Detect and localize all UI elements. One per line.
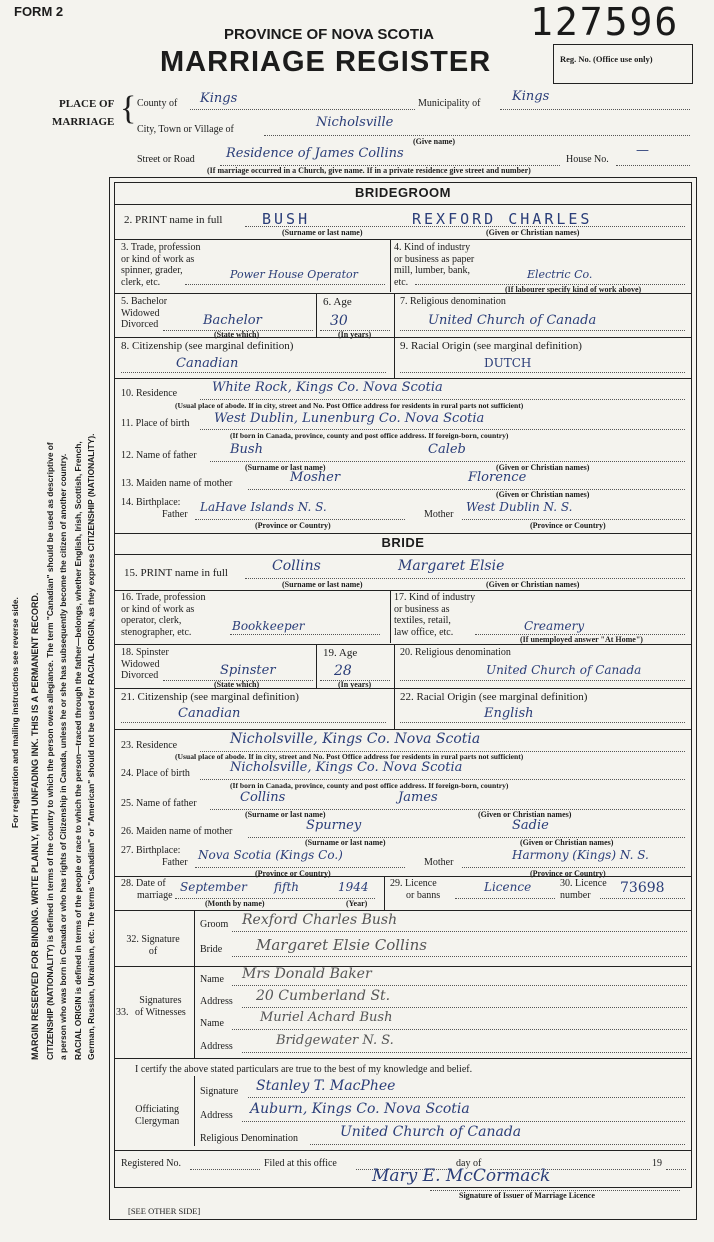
bride-mother-given: Sadie	[512, 818, 549, 833]
reg-no-box	[553, 44, 693, 84]
bride-years-note: (In years)	[338, 680, 372, 689]
registered-no-label: Registered No.	[121, 1158, 181, 1169]
bridegroom-heading: BRIDEGROOM	[355, 185, 451, 200]
groom-industry-value: Electric Co.	[527, 268, 593, 281]
house-value: —	[636, 143, 649, 158]
clergy-signature-label: Signature	[200, 1086, 239, 1097]
groom-age-value: 30	[330, 313, 348, 329]
bride-age-label: 19. Age	[323, 647, 358, 659]
city-label: City, Town or Village of	[137, 124, 234, 135]
groom-mother-surname: Mosher	[290, 470, 341, 485]
witness1-name-label: Name	[200, 974, 224, 985]
page-title: MARRIAGE REGISTER	[160, 46, 492, 78]
groom-birthplace-note: (If born in Canada, province, county and post office address. If foreign-born, country)	[230, 431, 509, 440]
margin-definition-line4: a person who was born in Canada or who has rights of Citizenship in Canada, unless he or she has subsequently become the citizen of another country.	[58, 453, 68, 1060]
groom-surname-note: (Surname or last name)	[282, 228, 363, 237]
groom-racial-label: 9. Racial Origin (see marginal definition)	[400, 340, 582, 352]
marriage-year: 1944	[338, 880, 369, 894]
bride-father-province-note: (Province or Country)	[255, 869, 331, 878]
marriage-date-label: 28. Date of marriage	[121, 878, 173, 901]
street-label: Street or Road	[137, 154, 195, 165]
issuer-signature: Mary E. McCormack	[372, 1166, 551, 1186]
bride-birthplace-value: Nicholsville, Kings Co. Nova Scotia	[230, 760, 463, 775]
officiating-clergyman-label: Officiating Clergyman	[135, 1104, 180, 1127]
groom-residence-note: (Usual place of abode. If in city, street and No. Post Office address for residents in rural parts not sufficient)	[175, 401, 524, 410]
bride-trade-label: 16. Trade, profession or kind of work as operator, clerk, stenographer, etc.	[121, 592, 206, 638]
groom-religion-label: 7. Religious denomination	[400, 296, 506, 307]
groom-religion-value: United Church of Canada	[428, 313, 597, 328]
bride-mother-surname-note: (Surname or last name)	[305, 838, 386, 847]
groom-trade-value: Power House Operator	[230, 268, 358, 281]
city-value: Nicholsville	[316, 115, 394, 130]
year-note: (Year)	[346, 899, 368, 908]
groom-years-note: (In years)	[338, 330, 372, 339]
bride-signature: Margaret Elsie Collins	[256, 936, 428, 954]
margin-definition-line6: German, Russian, Ukrainian, etc. The terms "Canadian" or "American" should not be used for RACIAL ORIGIN, as they express CITIZENSHIP (NATIONALITY).	[86, 433, 96, 1060]
witness1-address-label: Address	[200, 996, 233, 1007]
witnesses-label: Signatures of Witnesses	[135, 995, 186, 1018]
licence-banns-value: Licence	[484, 880, 532, 894]
witness2-name-label: Name	[200, 1018, 224, 1029]
bride-signature-label: Bride	[200, 944, 223, 955]
bride-citizenship-value: Canadian	[178, 706, 241, 721]
bride-industry-label: 17. Kind of industry or business as textiles, retail, law office, etc.	[394, 592, 476, 638]
street-note: (If marriage occurred in a Church, give name. If in a private residence give street and number)	[207, 166, 531, 175]
bride-mother-given-note: (Given or Christian names)	[520, 838, 614, 847]
groom-marital-value: Bachelor	[203, 313, 262, 328]
groom-residence-value: White Rock, Kings Co. Nova Scotia	[212, 380, 443, 395]
bride-mother-surname: Spurney	[306, 818, 362, 833]
marriage-month: September	[180, 880, 247, 894]
bride-father-given-note: (Given or Christian names)	[478, 810, 572, 819]
bride-racial-value: English	[484, 706, 534, 721]
bride-given-names: Margaret Elsie	[398, 558, 505, 574]
bride-birthplace-label: 24. Place of birth	[121, 768, 190, 779]
filed-label: Filed at this office	[264, 1158, 337, 1169]
groom-mother-given: Florence	[468, 470, 527, 485]
bride-industry-note: (If unemployed answer "At Home")	[520, 635, 643, 644]
groom-given-note: (Given or Christian names)	[486, 228, 580, 237]
bride-residence-label: 23. Residence	[121, 740, 178, 751]
form-inner-frame	[114, 182, 692, 1188]
clergy-denomination-label: Religious Denomination	[200, 1133, 299, 1144]
signature-section-label: 32. Signature of	[126, 934, 180, 957]
groom-residence-label: 10. Residence	[121, 388, 178, 399]
groom-surname: BUSH	[262, 210, 311, 228]
see-other-side: [SEE OTHER SIDE]	[128, 1206, 201, 1216]
groom-mother-given-note: (Given or Christian names)	[496, 490, 590, 499]
groom-mother-label: 13. Maiden name of mother	[121, 478, 233, 489]
groom-father-given: Caleb	[428, 442, 466, 457]
groom-father-label: 12. Name of father	[121, 450, 197, 461]
bride-religion-value: United Church of Canada	[486, 663, 642, 677]
groom-birthplace-father-label: Father	[162, 509, 188, 520]
bride-surname: Collins	[272, 558, 321, 574]
licence-banns-label: 29. Licence or banns	[390, 878, 441, 901]
groom-father-surname-note: (Surname or last name)	[245, 463, 326, 472]
groom-signature-label: Groom	[200, 919, 229, 930]
month-note: (Month by name)	[205, 899, 265, 908]
province-heading: PROVINCE OF NOVA SCOTIA	[224, 26, 435, 43]
bride-given-note: (Given or Christian names)	[486, 580, 580, 589]
margin-definition-line5: RACIAL ORIGIN is defined in terms of the people or race to which the person—traced through the father—belongs, whether English, Irish, Scottish, French,	[73, 441, 83, 1060]
reg-no-label: Reg. No. (Office use only)	[560, 54, 653, 64]
bride-marital-value: Spinster	[220, 663, 276, 678]
municipality-value: Kings	[512, 89, 550, 104]
issuer-label: Signature of Issuer of Marriage Licence	[459, 1191, 595, 1200]
groom-citizenship-value: Canadian	[176, 356, 239, 371]
groom-father-surname: Bush	[230, 442, 263, 457]
bride-residence-value: Nicholsville, Kings Co. Nova Scotia	[230, 731, 481, 747]
year-prefix: 19	[652, 1158, 662, 1169]
groom-parents-birthplace-label: 14. Birthplace:	[121, 497, 181, 508]
place-of-marriage-label: PLACE OF MARRIAGE	[52, 98, 115, 129]
groom-trade-label: 3. Trade, profession or kind of work as spinner, grader, clerk, etc.	[121, 242, 201, 288]
witness-number: 33.	[116, 1007, 129, 1018]
bride-father-given: James	[398, 790, 438, 805]
bride-trade-value: Bookkeeper	[232, 619, 305, 633]
bride-mother-label: 26. Maiden name of mother	[121, 826, 233, 837]
bride-birthplace-note: (If born in Canada, province, county and post office address. If foreign-born, country)	[230, 781, 509, 790]
bride-state-note: (State which)	[214, 680, 260, 689]
clergy-address: Auburn, Kings Co. Nova Scotia	[250, 1101, 470, 1117]
certification-text: I certify the above stated particulars are true to the best of my knowledge and belief.	[135, 1064, 473, 1075]
groom-racial-value: DUTCH	[484, 356, 532, 370]
day-of-label: day of	[456, 1158, 482, 1169]
county-label: County of	[137, 98, 178, 109]
house-label: House No.	[566, 154, 609, 165]
groom-age-label: 6. Age	[323, 296, 352, 308]
county-value: Kings	[200, 91, 238, 106]
bride-name-label: 15. PRINT name in full	[124, 567, 228, 579]
groom-signature: Rexford Charles Bush	[242, 912, 398, 928]
witness2-address-label: Address	[200, 1041, 233, 1052]
given-name-note: (Give name)	[413, 137, 455, 146]
bride-religion-label: 20. Religious denomination	[400, 647, 511, 658]
municipality-label: Municipality of	[418, 98, 481, 109]
groom-birthplace-value: West Dublin, Lunenburg Co. Nova Scotia	[214, 411, 485, 426]
bride-mother-province-note: (Province or Country)	[530, 869, 606, 878]
bride-industry-value: Creamery	[524, 619, 585, 633]
bride-citizenship-label: 21. Citizenship (see marginal definition)	[121, 691, 299, 703]
clergy-address-label: Address	[200, 1110, 233, 1121]
marriage-day: fifth	[274, 880, 299, 894]
bride-birthplace-mother-label: Mother	[424, 857, 454, 868]
groom-mother-birthplace: West Dublin N. S.	[466, 500, 573, 514]
groom-birthplace-mother-label: Mother	[424, 509, 454, 520]
margin-instructions-line2: MARGIN RESERVED FOR BINDING. WRITE PLAINLY, WITH UNFADING INK. THIS IS A PERMANENT RECORD.	[30, 592, 40, 1060]
bride-residence-note: (Usual place of abode. If in city, street and No. Post Office address for residents in rural parts not sufficient)	[175, 752, 524, 761]
bride-father-label: 25. Name of father	[121, 798, 197, 809]
bride-father-surname-note: (Surname or last name)	[245, 810, 326, 819]
margin-instructions-line1: For registration and mailing instructions see reverse side.	[10, 597, 20, 828]
groom-industry-note: (If labourer specify kind of work above)	[505, 285, 642, 294]
groom-given-names: REXFORD CHARLES	[412, 210, 593, 228]
bride-mother-birthplace: Harmony (Kings) N. S.	[512, 848, 649, 862]
witness1-address: 20 Cumberland St.	[256, 988, 391, 1004]
witness1-name: Mrs Donald Baker	[242, 966, 372, 982]
bride-father-surname: Collins	[240, 790, 286, 805]
clergy-denomination: United Church of Canada	[340, 1124, 522, 1140]
bride-racial-label: 22. Racial Origin (see marginal definition)	[400, 691, 588, 703]
groom-citizenship-label: 8. Citizenship (see marginal definition)	[121, 340, 294, 352]
bride-age-value: 28	[334, 663, 352, 679]
bride-heading: BRIDE	[381, 535, 425, 550]
groom-name-label: 2. PRINT name in full	[124, 214, 223, 226]
bride-surname-note: (Surname or last name)	[282, 580, 363, 589]
licence-number-value: 73698	[620, 880, 665, 896]
clergy-signature: Stanley T. MacPhee	[256, 1078, 396, 1094]
groom-father-province-note: (Province or Country)	[255, 521, 331, 530]
bride-father-birthplace: Nova Scotia (Kings Co.)	[198, 848, 343, 862]
groom-birthplace-label: 11. Place of birth	[121, 418, 190, 429]
bride-marital-label: 18. Spinster Widowed Divorced	[121, 647, 169, 681]
witness2-name: Muriel Achard Bush	[260, 1010, 393, 1025]
street-value: Residence of James Collins	[226, 146, 404, 161]
witness2-address: Bridgewater N. S.	[276, 1033, 394, 1048]
groom-marital-label: 5. Bachelor Widowed Divorced	[121, 296, 168, 330]
form-label: FORM 2	[14, 4, 64, 19]
bride-birthplace-father-label: Father	[162, 857, 188, 868]
groom-father-birthplace: LaHave Islands N. S.	[200, 500, 327, 514]
groom-state-note: (State which)	[214, 330, 260, 339]
place-brace: {	[120, 90, 137, 127]
handwritten-reg-number: 127596	[530, 0, 680, 44]
groom-father-given-note: (Given or Christian names)	[496, 463, 590, 472]
licence-number-label: 30. Licence number	[560, 878, 607, 901]
groom-mother-province-note: (Province or Country)	[530, 521, 606, 530]
bride-parents-birthplace-label: 27. Birthplace:	[121, 845, 181, 856]
margin-definition-line3: CITIZENSHIP (NATIONALITY) is defined in terms of the country to which the person owes allegiance. The term "Canadian" should be used as descriptive of	[45, 442, 55, 1060]
groom-industry-label: 4. Kind of industry or business as paper mill, lumber, bank, etc.	[394, 242, 475, 288]
